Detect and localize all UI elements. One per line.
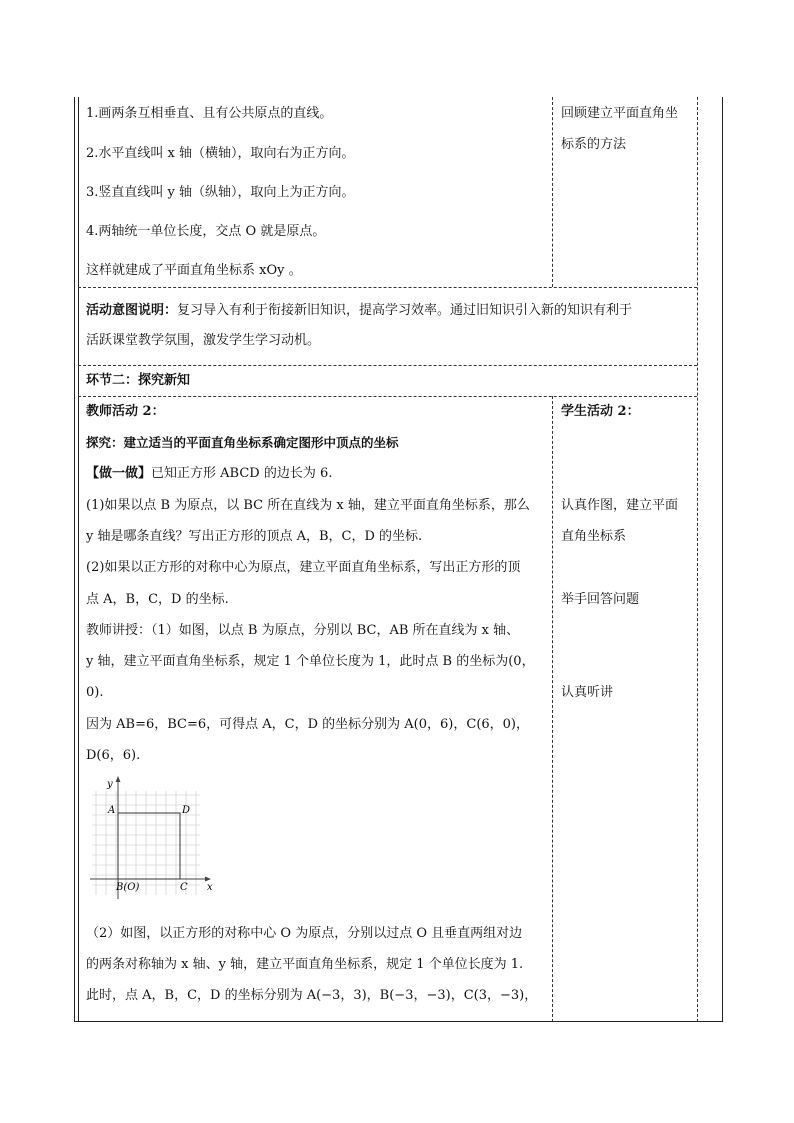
student-act-3: 认真听讲 <box>561 685 614 700</box>
table-bottom-border <box>74 1021 722 1022</box>
label-a: A <box>108 805 116 816</box>
square-abcd <box>118 813 180 879</box>
column-divider-bottom <box>552 396 553 1022</box>
intent-line-2: 活跃课堂教学氛围，激发学生学习动机。 <box>86 333 321 348</box>
table-right-border-inner <box>697 97 698 1022</box>
doit-line <box>86 466 332 482</box>
label-d: D <box>182 805 191 816</box>
explanation-1-line-3: 0). <box>86 685 104 700</box>
row-divider-3 <box>78 396 697 397</box>
column-divider-top <box>552 97 553 287</box>
doit-text: 已知正方形 ABCD 的边长为 6. <box>151 466 333 481</box>
review-text-line-2: 标系的方法 <box>561 137 627 152</box>
explanation-1-line-4: 因为 AB=6，BC=6，可得点 A，C，D 的坐标分别为 A(0，6)，C(6，0)， <box>86 717 530 732</box>
student-act-1-line-2: 直角坐标系 <box>561 529 627 544</box>
question-1-line-1: (1)如果以点 B 为原点，以 BC 所在直线为 x 轴，建立平面直角坐标系，那么 <box>86 498 530 513</box>
question-2-line-1: (2)如果以正方形的对称中心为原点，建立平面直角坐标系，写出正方形的顶 <box>86 560 521 575</box>
row-divider-2 <box>78 365 697 366</box>
explanation-1-line-5: D(6，6). <box>86 748 141 763</box>
label-x: x <box>207 882 213 893</box>
label-b: B(O) <box>116 882 140 893</box>
section-2-title: 环节二：探究新知 <box>86 373 191 388</box>
label-y: y <box>107 779 113 790</box>
student-activity-title: 学生活动 2： <box>561 404 640 419</box>
question-1-line-2: y 轴是哪条直线？写出正方形的顶点 A，B，C，D 的坐标. <box>86 529 423 544</box>
student-act-1-line-1: 认真作图，建立平面 <box>561 498 679 513</box>
table-right-border <box>722 97 723 1022</box>
teacher-activity-title: 教师活动 2： <box>86 404 165 419</box>
y-axis-arrow-icon <box>116 776 121 782</box>
table-left-border-inner <box>78 97 79 1022</box>
intent-label: 活动意图说明： <box>86 303 178 318</box>
explanation-1-line-1: 教师讲授：（1）如图，以点 B 为原点，分别以 BC，AB 所在直线为 x 轴、 <box>86 623 520 638</box>
explanation-1-line-2: y 轴，建立平面直角坐标系，规定 1 个单位长度为 1，此时点 B 的坐标为(0， <box>86 654 535 669</box>
intent-line-1 <box>86 303 632 319</box>
x-axis-arrow-icon <box>205 877 211 882</box>
explanation-2-line-3: 此时，点 A，B，C，D 的坐标分别为 A(−3，3)，B(−3，−3)，C(3，−3)， <box>86 988 538 1003</box>
row-divider-1 <box>78 287 697 288</box>
explore-heading: 探究：建立适当的平面直角坐标系确定图形中顶点的坐标 <box>86 435 399 450</box>
step-1-text: 1.画两条互相垂直、且有公共原点的直线。 <box>86 106 333 121</box>
doit-label: 【做一做】 <box>86 466 152 481</box>
table-left-border <box>74 97 75 1022</box>
student-act-2: 举手回答问题 <box>561 592 640 607</box>
label-c: C <box>180 882 188 893</box>
step-2-text: 2.水平直线叫 x 轴（横轴），取向右为正方向。 <box>86 146 355 161</box>
question-2-line-2: 点 A，B，C，D 的坐标. <box>86 592 229 607</box>
square-coordinate-figure <box>88 773 220 903</box>
step-4-text: 4.两轴统一单位长度，交点 O 就是原点。 <box>86 224 326 239</box>
explanation-2-line-1: （2）如图，以正方形的对称中心 O 为原点，分别以过点 O 且垂直两组对边 <box>86 926 523 941</box>
summary-text: 这样就建成了平面直角坐标系 xOy 。 <box>86 263 302 278</box>
review-text-line-1: 回顾建立平面直角坐 <box>561 106 679 121</box>
explanation-2-line-2: 的两条对称轴为 x 轴、y 轴，建立平面直角坐标系，规定 1 个单位长度为 1. <box>86 957 524 972</box>
intent-text-1: 复习导入有利于衔接新旧知识，提高学习效率。通过旧知识引入新的知识有利于 <box>177 303 633 318</box>
step-3-text: 3.竖直直线叫 y 轴（纵轴），取向上为正方向。 <box>86 185 355 200</box>
